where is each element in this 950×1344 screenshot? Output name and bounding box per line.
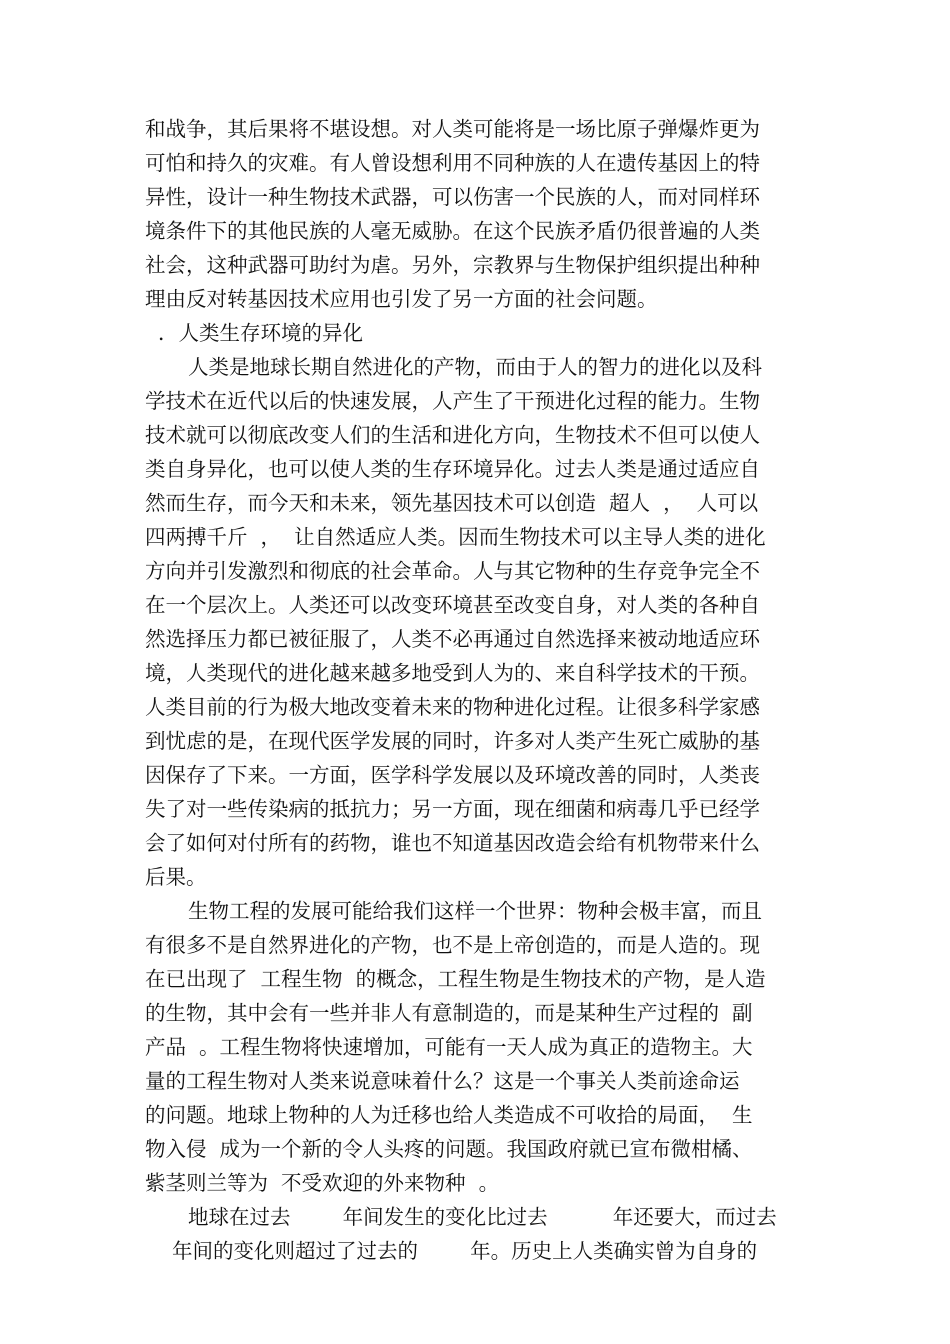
text-line: 可怕和持久的灾难。有人曾设想利用不同种族的人在遗传基因上的特 — [145, 151, 760, 175]
text-line: 人类是地球长期自然进化的产物，而由于人的智力的进化以及科 — [188, 355, 762, 379]
text-line: 在已出现了 工程生物 的概念，工程生物是生物技术的产物，是人造 — [145, 967, 766, 991]
text-line: 地球在过去 年间发生的变化比过去 年还要大，而过去 — [188, 1205, 777, 1229]
text-line: 方向并引发激烈和彻底的社会革命。人与其它物种的生存竞争完全不 — [145, 559, 760, 583]
text-line: 然而生存，而今天和未来，领先基因技术可以创造 超人 ， 人可以 — [145, 491, 759, 515]
text-line: 产品 。工程生物将快速增加，可能有一天人成为真正的造物主。大 — [145, 1035, 753, 1059]
text-line: 然选择压力都已被征服了，人类不必再通过自然选择来被动地适应环 — [145, 627, 760, 651]
text-line: 境条件下的其他民族的人毫无威胁。在这个民族矛盾仍很普遍的人类 — [145, 219, 760, 243]
text-line: 量的工程生物对人类来说意味着什么？这是一个事关人类前途命运 — [145, 1069, 740, 1093]
text-line: 物入侵 成为一个新的令人头疼的问题。我国政府就已宣布微柑橘、 — [145, 1137, 753, 1161]
text-line: 和战争，其后果将不堪设想。对人类可能将是一场比原子弹爆炸更为 — [145, 117, 760, 141]
text-line: 有很多不是自然界进化的产物，也不是上帝创造的，而是人造的。现 — [145, 933, 760, 957]
text-line: 的问题。地球上物种的人为迁移也给人类造成不可收拾的局面， 生 — [145, 1103, 753, 1127]
text-line: 四两搏千斤 ， 让自然适应人类。因而生物技术可以主导人类的进化 — [145, 525, 766, 549]
text-line: 后果。 — [145, 865, 207, 889]
text-line: 境，人类现代的进化越来越多地受到人为的、来自科学技术的干预。 — [145, 661, 760, 685]
text-line: 技术就可以彻底改变人们的生活和进化方向，生物技术不但可以使人 — [145, 423, 760, 447]
text-line: 人类目前的行为极大地改变着未来的物种进化过程。让很多科学家感 — [145, 695, 760, 719]
text-line: 因保存了下来。一方面，医学科学发展以及环境改善的同时，人类丧 — [145, 763, 760, 787]
text-line: 紫茎则兰等为 不受欢迎的外来物种 。 — [145, 1171, 500, 1195]
text-line: 年间的变化则超过了过去的 年。历史上人类确实曾为自身的 — [172, 1239, 758, 1263]
text-line: 失了对一些传染病的抵抗力；另一方面，现在细菌和病毒几乎已经学 — [145, 797, 760, 821]
text-line: 类自身异化，也可以使人类的生存环境异化。过去人类是通过适应自 — [145, 457, 760, 481]
text-line: 的生物，其中会有一些并非人有意制造的，而是某种生产过程的 副 — [145, 1001, 753, 1025]
text-line: 到忧虑的是，在现代医学发展的同时，许多对人类产生死亡威胁的基 — [145, 729, 760, 753]
text-line: 在一个层次上。人类还可以改变环境甚至改变自身，对人类的各种自 — [145, 593, 760, 617]
text-line: 会了如何对付所有的药物，谁也不知道基因改造会给有机物带来什么 — [145, 831, 760, 855]
section-heading: ．人类生存环境的异化 — [158, 321, 363, 345]
text-line: 社会，这种武器可助纣为虐。另外，宗教界与生物保护组织提出种种 — [145, 253, 760, 277]
text-line: 异性，设计一种生物技术武器，可以伤害一个民族的人，而对同样环 — [145, 185, 760, 209]
text-line: 理由反对转基因技术应用也引发了另一方面的社会问题。 — [145, 287, 658, 311]
text-line: 生物工程的发展可能给我们这样一个世界：物种会极丰富，而且 — [188, 899, 762, 923]
text-line: 学技术在近代以后的快速发展，人产生了干预进化过程的能力。生物 — [145, 389, 760, 413]
